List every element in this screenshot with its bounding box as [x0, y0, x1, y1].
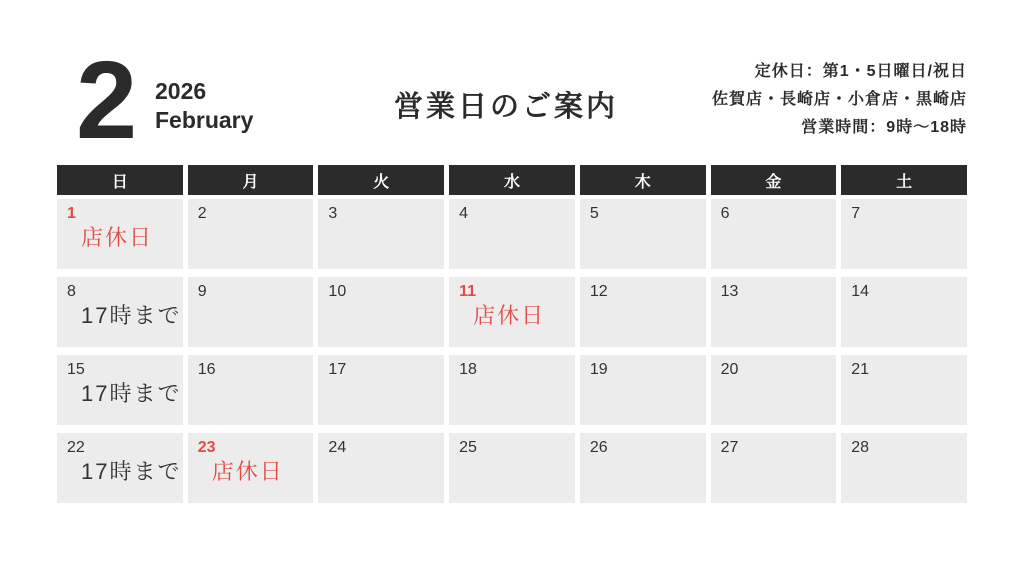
page-title: 営業日のご案内	[393, 91, 619, 123]
closed-day-note: 店休日	[211, 459, 284, 484]
day-number: 11	[459, 283, 477, 300]
month-name-label: February	[155, 107, 254, 133]
day-cell-1	[57, 199, 183, 269]
short-hours-note: 17時まで	[81, 381, 182, 406]
day-number: 19	[589, 361, 608, 378]
day-number: 22	[67, 439, 85, 456]
day-number: 28	[851, 439, 870, 456]
day-cell-4	[449, 199, 575, 269]
day-cell-6	[711, 199, 837, 269]
weekday-header-5: 金	[711, 165, 837, 195]
day-cell-16	[188, 355, 314, 425]
day-number: 2	[197, 205, 207, 222]
closed-day-note: 店休日	[473, 303, 546, 328]
weekday-header-6: 土	[841, 165, 967, 195]
day-number: 9	[197, 283, 207, 300]
day-number: 20	[720, 361, 739, 378]
day-cell-14	[841, 277, 967, 347]
day-cell-13	[711, 277, 837, 347]
day-cell-27	[711, 433, 837, 503]
day-cell-23	[188, 433, 314, 503]
day-cell-11	[449, 277, 575, 347]
day-number: 24	[328, 439, 347, 456]
weekday-header-1: 月	[188, 165, 314, 195]
day-number: 17	[328, 361, 347, 378]
day-number: 14	[851, 283, 870, 300]
day-cell-22	[57, 433, 183, 503]
closed-day-note: 店休日	[81, 225, 154, 250]
info-line-hours: 営業時間：9時〜18時	[801, 119, 967, 136]
weekday-header-3: 水	[449, 165, 575, 195]
day-cell-26	[580, 433, 706, 503]
short-hours-note: 17時まで	[81, 459, 182, 484]
day-cell-10	[318, 277, 444, 347]
weekday-row	[57, 165, 967, 195]
day-number: 4	[459, 205, 469, 222]
day-cell-7	[841, 199, 967, 269]
day-cell-24	[318, 433, 444, 503]
days-grid	[57, 199, 967, 503]
day-cell-9	[188, 277, 314, 347]
day-cell-20	[711, 355, 837, 425]
day-cell-28	[841, 433, 967, 503]
day-number: 25	[459, 439, 477, 456]
day-number: 15	[67, 361, 85, 378]
weekday-header-4: 木	[580, 165, 706, 195]
year-month-block	[155, 77, 253, 135]
year-label: 2026	[155, 78, 207, 104]
day-cell-25	[449, 433, 575, 503]
weekday-header-0: 日	[57, 165, 183, 195]
day-number: 13	[720, 283, 739, 300]
day-number: 26	[589, 439, 608, 456]
day-cell-17	[318, 355, 444, 425]
day-number: 18	[459, 361, 477, 378]
short-hours-note: 17時まで	[81, 303, 182, 328]
day-cell-5	[580, 199, 706, 269]
day-cell-15	[57, 355, 183, 425]
info-line-stores: 佐賀店・長崎店・小倉店・黒崎店	[711, 91, 967, 108]
month-number: 2	[76, 39, 136, 162]
day-number: 1	[67, 205, 76, 222]
day-number: 21	[851, 361, 870, 378]
day-number: 10	[328, 283, 347, 300]
day-cell-18	[449, 355, 575, 425]
store-info-block	[712, 58, 967, 142]
info-line-holidays: 定休日：第1・5日曜日/祝日	[754, 63, 967, 80]
day-cell-12	[580, 277, 706, 347]
day-number: 7	[851, 205, 861, 222]
day-cell-19	[580, 355, 706, 425]
day-number: 16	[197, 361, 216, 378]
day-number: 5	[589, 205, 599, 222]
day-cell-21	[841, 355, 967, 425]
day-cell-2	[188, 199, 314, 269]
day-number: 3	[328, 205, 338, 222]
day-number: 27	[720, 439, 739, 456]
day-cell-3	[318, 199, 444, 269]
day-number: 12	[589, 283, 608, 300]
day-number: 6	[720, 205, 730, 222]
weekday-header-2: 火	[318, 165, 444, 195]
day-number: 23	[197, 439, 216, 456]
day-number: 8	[67, 283, 76, 300]
day-cell-8	[57, 277, 183, 347]
